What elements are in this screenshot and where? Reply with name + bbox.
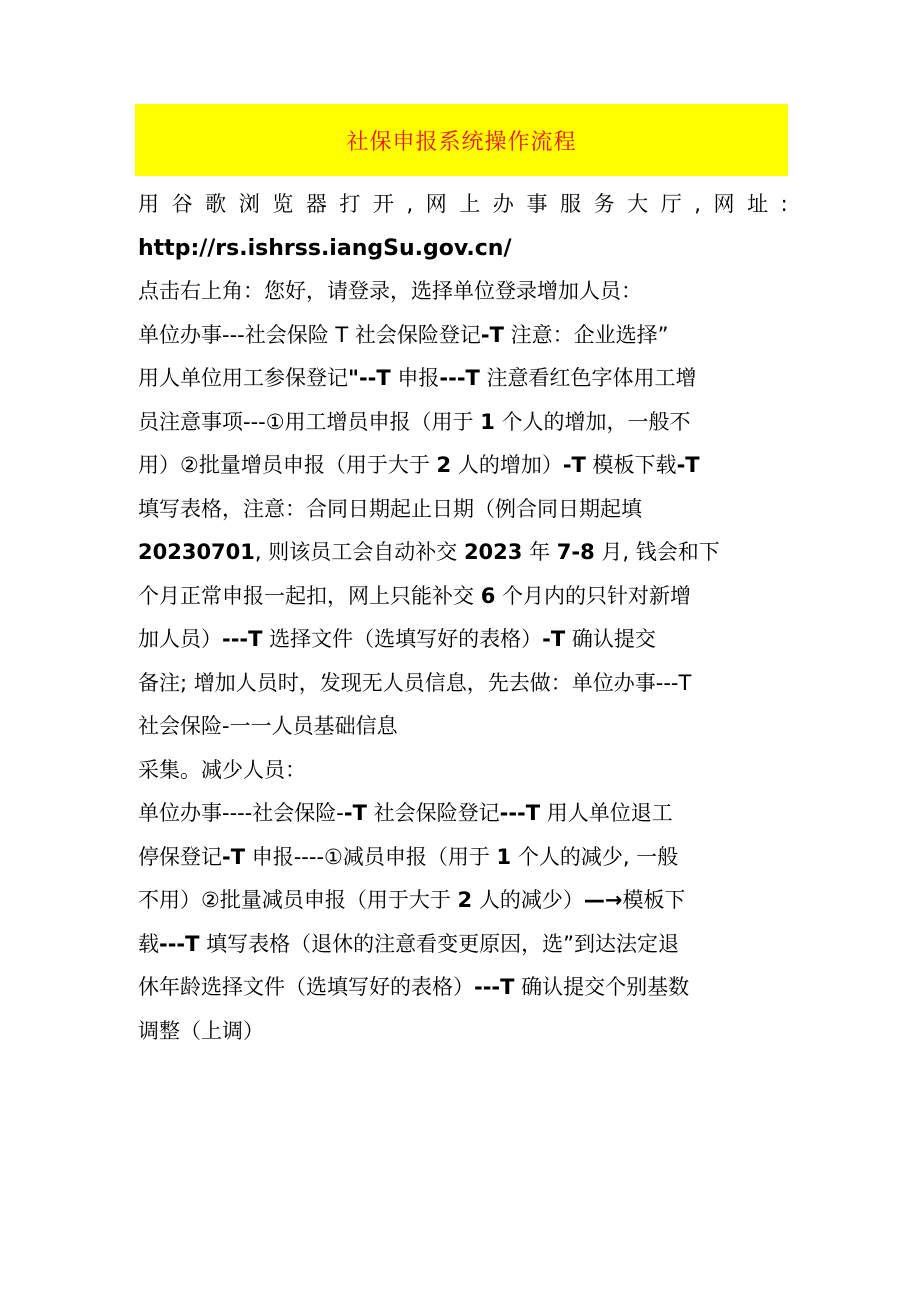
intro-char: 开 [372, 192, 394, 216]
text-segment: 注意看红色字体用工增 [479, 366, 697, 390]
text-segment: 采集。减少人员： [138, 757, 306, 782]
intro-line [138, 183, 788, 227]
text-segment: 社会保险登记 [366, 801, 500, 825]
text-segment: 载 [138, 931, 159, 956]
text-segment: 备注; 增加人员时，发现无人员信息，先去做：单位办事---T [138, 670, 692, 695]
body-line [138, 401, 788, 445]
bold-text-segment: -T [222, 844, 246, 869]
intro-char: 谷 [171, 192, 193, 216]
body-line [138, 270, 788, 314]
bold-text-segment: -T [676, 453, 700, 477]
bold-text-segment: ---T [159, 931, 200, 956]
intro-char: , [406, 192, 414, 216]
text-segment: , 则该员工会自动补交 [254, 540, 464, 564]
intro-char: 服 [560, 192, 581, 216]
bold-text-segment: —→ [583, 888, 623, 912]
text-segment: 用人单位用工参保登记 [138, 366, 348, 390]
text-segment: 确认提交 [565, 627, 656, 651]
text-segment: 模板下 [622, 888, 686, 912]
text-segment: 填写表格，注意：合同日期起止日期（例合同日期起填 [138, 496, 642, 521]
bold-text-segment: -T [480, 322, 504, 347]
title-banner [135, 104, 788, 176]
intro-char: 办 [492, 192, 514, 216]
text-segment: 休年龄选择文件（选填写好的表格） [138, 975, 474, 999]
intro-char: 大 [627, 192, 649, 216]
intro-char: 浏 [238, 192, 260, 216]
bold-text-segment: 6 [480, 583, 496, 608]
text-segment: 年 [522, 540, 557, 564]
body-line [138, 357, 788, 401]
text-segment: 申报----①减员申报（用于 [245, 844, 497, 869]
bold-text-segment: 2 [457, 888, 473, 912]
bold-text-segment: 2 [436, 453, 452, 477]
text-segment: 单位办事---社会保险 T 社会保险登记 [138, 322, 481, 347]
intro-char: 厅 [660, 192, 682, 216]
text-segment: 停保登记 [138, 844, 222, 869]
body-line [138, 705, 788, 749]
text-segment: 模板下载 [585, 453, 677, 477]
text-segment: 注意：企业选择” [503, 322, 669, 347]
text-segment: 单位办事----社会保险- [138, 801, 344, 825]
text-segment: 月, 钱会和下 [594, 540, 720, 564]
body-line [138, 662, 788, 706]
bold-text-segment: 7-8 [556, 540, 595, 564]
text-segment: 调整（上调） [138, 1018, 264, 1043]
text-segment: 人的减少） [472, 888, 584, 912]
text-segment: 加人员） [138, 627, 222, 651]
text-segment: 用）②批量增员申报（用于大于 [138, 453, 437, 477]
text-segment: 个月正常申报一起扣，网上只能补交 [138, 583, 481, 608]
body-line [138, 531, 788, 575]
body-line [138, 792, 788, 836]
body-line [138, 314, 788, 358]
bold-text-segment: -T [562, 453, 586, 477]
intro-char: 网 [713, 192, 735, 216]
body-line [138, 749, 788, 793]
intro-char: 上 [459, 192, 481, 216]
intro-char: 器 [305, 192, 327, 216]
body-line [138, 923, 788, 967]
bold-text-segment: -T [542, 627, 566, 651]
intro-char: : [780, 192, 788, 216]
text-segment: 点击右上角：您好，请登录，选择单位登录增加人员： [138, 279, 642, 303]
intro-char: 务 [593, 192, 615, 216]
body-line [138, 966, 788, 1010]
document-body [138, 183, 788, 1053]
bold-text-segment: -T [343, 801, 367, 825]
text-segment: 申报 [390, 366, 440, 390]
text-segment: 人的增加） [451, 453, 563, 477]
text-segment: 员注意事项---①用工增员申报（用于 [138, 409, 481, 434]
document-title: 社保申报系统操作流程 [346, 129, 577, 155]
text-segment: 个人的减少, 一般 [511, 844, 679, 869]
intro-char: 址 [747, 192, 769, 216]
text-segment: 不用）②批量减员申报（用于大于 [138, 888, 458, 912]
text-segment: 个人的增加，一般不 [494, 409, 691, 434]
text-segment: 个月内的只针对新增 [495, 583, 691, 608]
intro-char: 事 [526, 192, 548, 216]
body-line [138, 444, 788, 488]
text-segment: 填写表格（退休的注意看变更原因，选”到达法定退 [199, 931, 680, 956]
intro-char: 网 [425, 192, 447, 216]
text-segment: 用人单位退工 [540, 801, 673, 825]
intro-char: 用 [138, 192, 159, 216]
bold-text-segment: ---T [222, 627, 263, 651]
bold-text-segment: 20230701 [138, 540, 255, 564]
text-segment: 确认提交个别基数 [514, 975, 690, 999]
intro-char: 览 [272, 192, 294, 216]
intro-char: 歌 [205, 192, 227, 216]
body-line [138, 1010, 788, 1054]
bold-text-segment: ---T [474, 975, 515, 999]
body-lines [138, 270, 788, 1053]
body-line [138, 879, 788, 923]
bold-text-segment: 2023 [463, 540, 523, 564]
bold-text-segment: 1 [480, 409, 495, 434]
body-line [138, 575, 788, 619]
bold-text-segment: ---T [439, 366, 480, 390]
bold-text-segment: ---T [499, 801, 541, 825]
body-line [138, 488, 788, 532]
intro-char: , [694, 192, 701, 216]
body-line [138, 836, 788, 880]
intro-char: 打 [339, 192, 361, 216]
bold-text-segment: "--T [348, 366, 391, 390]
text-segment: 选择文件（选填写好的表格） [262, 627, 543, 651]
text-segment: 社会保险-一一人员基础信息 [138, 714, 398, 738]
bold-text-segment: 1 [496, 844, 512, 869]
url-line: http://rs.ishrss.iangSu.gov.cn/ [138, 235, 512, 261]
body-line [138, 618, 788, 662]
